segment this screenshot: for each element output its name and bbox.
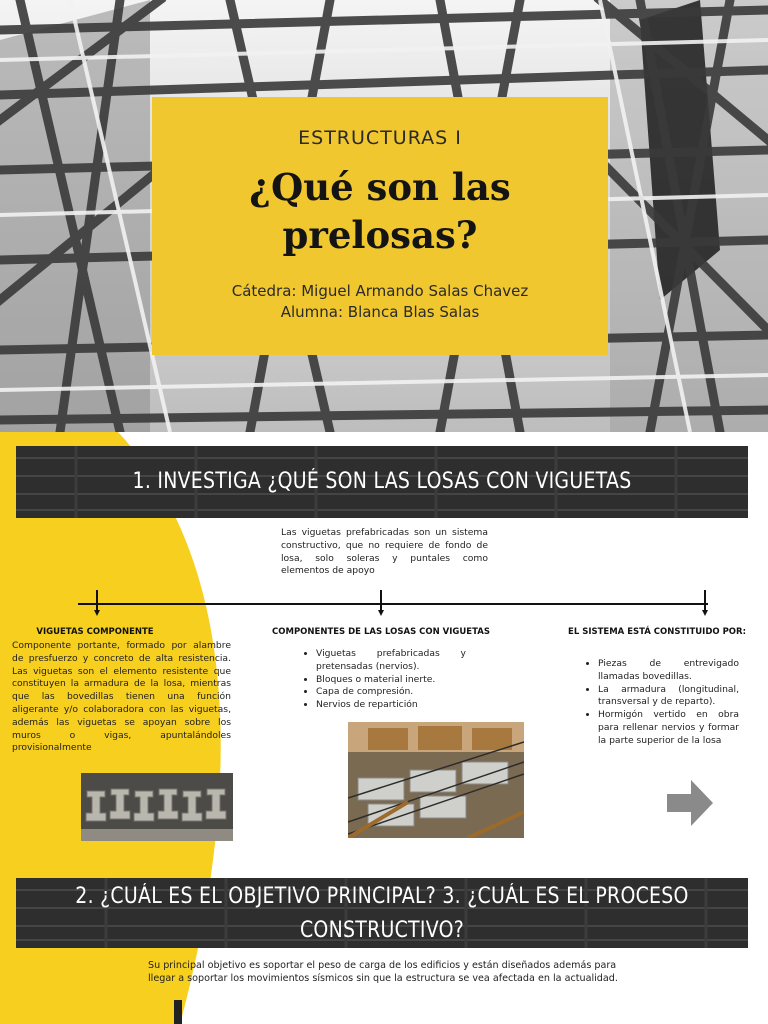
catedra-line: Cátedra: Miguel Armando Salas Chavez: [231, 282, 529, 300]
viguetas-photo: [81, 773, 233, 841]
connector-tick-right: [704, 590, 706, 610]
losa-construction-image: [348, 722, 524, 838]
title-card: [152, 97, 608, 355]
arrow-down-icon: [378, 610, 384, 616]
section2-banner: [16, 878, 748, 948]
list-item: • Hormigón vertido en obra para rellenar nervios y formar la parte superior de la losa: [598, 709, 739, 747]
main-title: [152, 163, 608, 259]
alumna-line: Alumna: Blanca Blas Salas: [280, 303, 480, 321]
arrow-down-icon: [94, 610, 100, 616]
col2-list: [306, 648, 466, 712]
section2-heading-line2: CONSTRUCTIVO?: [299, 918, 465, 943]
arrow-down-icon: [702, 610, 708, 616]
connector-tick-middle: [380, 590, 382, 610]
course-name: ESTRUCTURAS I: [298, 127, 462, 149]
col1-heading: VIGUETAS COMPONENTE: [36, 627, 154, 637]
list-item: • Nervios de repartición: [316, 699, 466, 712]
list-item: • Bloques o material inerte.: [316, 674, 466, 687]
list-item: • La armadura (longitudinal, transversal y de reparto).: [598, 684, 739, 710]
section2-text: Su principal objetivo es soportar el peso de carga de los edificios y están diseñados además para llegar a soportar los movimientos sísmicos sin que la estructura se vea afectada en la actualidad.: [148, 960, 618, 985]
list-item: • Viguetas prefabricadas y pretensadas (nervios).: [316, 648, 466, 674]
col3-heading: EL SISTEMA ESTÁ CONSTITUIDO POR:: [568, 627, 746, 637]
section1-banner: [16, 446, 748, 518]
list-item: • Capa de compresión.: [316, 686, 466, 699]
arrow-right-icon: [667, 780, 715, 826]
viguetas-image: [81, 773, 233, 841]
section1-heading: 1. INVESTIGA ¿QUÉ SON LAS LOSAS CON VIGUETAS: [132, 469, 632, 494]
main-title-line1: ¿Qué son las: [249, 165, 511, 209]
connector-tick-left: [96, 590, 98, 610]
col1-text: Componente portante, formado por alambre de presfuerzo y concreto de alta resistencia. Las viguetas son el elemento resistente que constituyen la armadura de la losa, mientras que las bovedillas tienen una función aligerante y/o colaboradora con las viguetas, además las viguetas se apoyan sobre los muros o vigas, apuntalándoles provisionalmente: [12, 640, 231, 754]
losa-photo: [348, 722, 524, 838]
list-item: • Piezas de entrevigado llamadas bovedillas.: [598, 658, 739, 684]
intro-text: Las viguetas prefabricadas son un sistema constructivo, que no requiere de fondo de losa, solo soleras y puntales como elementos de apoyo: [281, 527, 488, 577]
section2-heading: [67, 878, 697, 948]
col3-list: [588, 658, 739, 748]
main-title-line2: prelosas?: [282, 213, 478, 257]
col2-heading: COMPONENTES DE LAS LOSAS CON VIGUETAS: [272, 627, 490, 637]
section2-heading-line1: 2. ¿CUÁL ES EL OBJETIVO PRINCIPAL? 3. ¿CUÁL ES EL PROCESO: [75, 884, 689, 909]
hero-truss-photo: [0, 0, 768, 432]
connector-line: [78, 603, 708, 605]
